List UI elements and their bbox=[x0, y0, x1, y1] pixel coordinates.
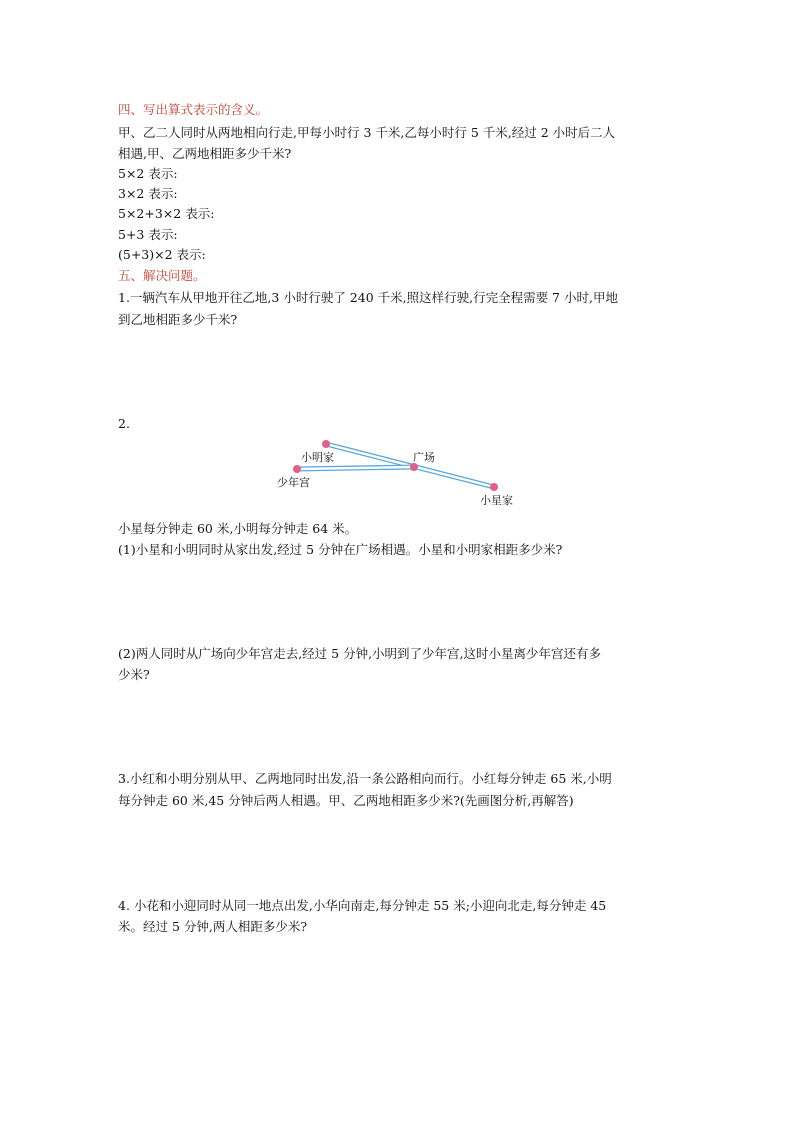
section4-heading: 四、写出算式表示的含义。 bbox=[118, 102, 269, 117]
expr-5-plus-3: 5+3 表示: bbox=[118, 227, 178, 242]
point-shaoniangong bbox=[293, 465, 301, 473]
section5-heading: 五、解决问题。 bbox=[118, 268, 206, 283]
q3-line2: 每分钟走 60 米,45 分钟后两人相遇。甲、乙两地相距多少米?(先画图分析,再解答) bbox=[118, 793, 574, 808]
label-xiaoming: 小明家 bbox=[301, 451, 334, 464]
expr-5x2-plus-3x2: 5×2+3×2 表示: bbox=[118, 206, 215, 221]
section4-problem-line1: 甲、乙二人同时从两地相向行走,甲每小时行 3 千米,乙每小时行 5 千米,经过 2 小时后二人 bbox=[118, 125, 616, 140]
label-xiaoxing: 小星家 bbox=[480, 494, 513, 507]
q2-number: 2. bbox=[118, 416, 130, 431]
point-guangchang bbox=[410, 463, 418, 471]
q4-line2: 米。经过 5 分钟,两人相距多少米? bbox=[118, 919, 308, 934]
q1-line2: 到乙地相距多少千米? bbox=[118, 312, 238, 327]
expr-3x2: 3×2 表示: bbox=[118, 186, 178, 201]
point-xiaoming bbox=[322, 440, 330, 448]
expr-5x2: 5×2 表示: bbox=[118, 166, 178, 181]
q2-sub1: (1)小星和小明同时从家出发,经过 5 分钟在广场相遇。小星和小明家相距多少米? bbox=[118, 542, 563, 557]
q3-line1: 3.小红和小明分别从甲、乙两地同时出发,沿一条公路相向而行。小红每分钟走 65 米,小明 bbox=[118, 771, 612, 786]
q2-sub2-line1: (2)两人同时从广场向少年宫走去,经过 5 分钟,小明到了少年宫,这时小星离少年宫还有多 bbox=[118, 646, 602, 661]
label-guangchang: 广场 bbox=[413, 451, 435, 464]
point-xiaoxing bbox=[490, 483, 498, 491]
route-diagram bbox=[0, 0, 794, 540]
q4-line1: 4. 小花和小迎同时从同一地点出发,小华向南走,每分钟走 55 米;小迎向北走,每分钟走 45 bbox=[118, 898, 607, 913]
expr-sum-times-2: (5+3)×2 表示: bbox=[118, 247, 206, 262]
q2-sub2-line2: 少米? bbox=[118, 667, 150, 682]
section4-problem-line2: 相遇,甲、乙两地相距多少千米? bbox=[118, 146, 292, 161]
q1-line1: 1.一辆汽车从甲地开往乙地,3 小时行驶了 240 千米,照这样行驶,行完全程需要 7 小时,甲地 bbox=[118, 290, 618, 305]
q2-intro: 小星每分钟走 60 米,小明每分钟走 64 米。 bbox=[118, 521, 358, 536]
label-shaoniangong: 少年宫 bbox=[277, 476, 310, 489]
